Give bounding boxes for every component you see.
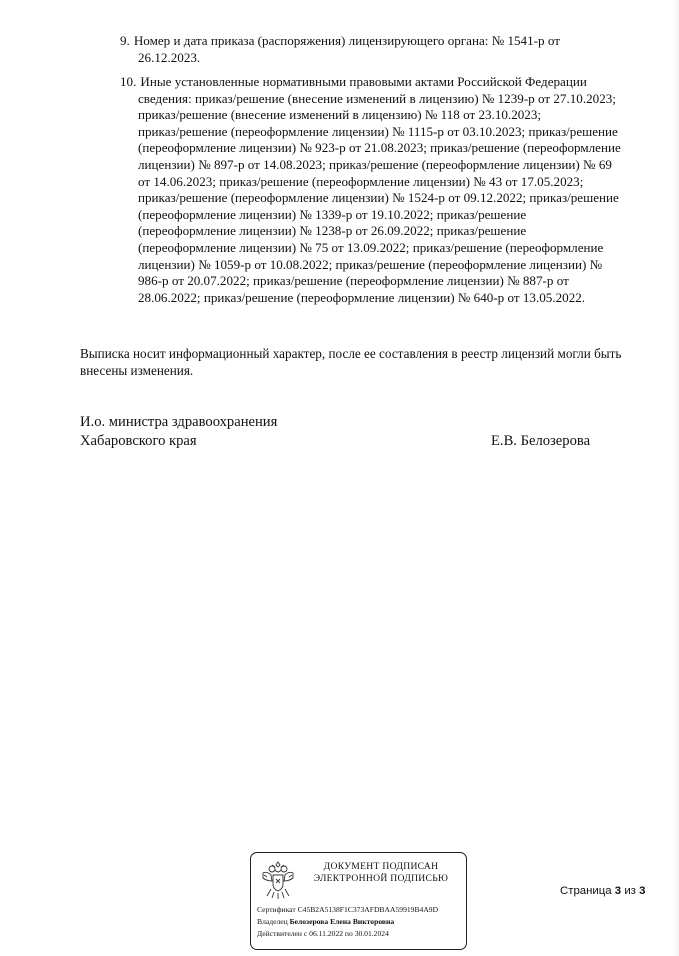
signatory-title bbox=[80, 413, 277, 451]
stamp-heading-line: ДОКУМЕНТ ПОДПИСАН bbox=[323, 861, 439, 872]
stamp-validity bbox=[257, 929, 389, 939]
list-item-line: приказ/решение (внесение изменений в лицензию) № 118 от 23.10.2023; bbox=[138, 107, 542, 123]
stamp-owner bbox=[257, 917, 394, 927]
electronic-signature-stamp bbox=[250, 852, 467, 950]
list-item-line: от 14.06.2023; приказ/решение (переоформление лицензии) № 43 от 17.05.2023; bbox=[138, 173, 584, 189]
coat-of-arms-icon bbox=[259, 859, 297, 901]
list-item-line: 986-р от 20.07.2022; приказ/решение (переоформление лицензии) № 887-р от bbox=[138, 273, 569, 289]
signatory-name: Е.В. Белозерова bbox=[491, 433, 591, 449]
page-number-separator: из bbox=[624, 885, 636, 897]
page-number-total: 3 bbox=[639, 885, 646, 897]
stamp-label: Владелец bbox=[257, 917, 288, 926]
list-item-10 bbox=[120, 74, 645, 306]
list-item-line: (переоформление лицензии) № 923-р от 21.08.2023; приказ/решение (переоформление bbox=[138, 140, 621, 156]
page-edge-shadow bbox=[673, 0, 679, 956]
page-number-prefix: Страница bbox=[560, 885, 612, 897]
list-item-9 bbox=[120, 33, 645, 66]
stamp-label: Сертификат bbox=[257, 905, 296, 914]
disclaimer-line: Выписка носит информационный характер, после ее составления в реестр лицензий могли быть bbox=[80, 346, 622, 361]
page-number bbox=[560, 885, 645, 897]
list-item-text: Иные установленные нормативными правовыми актами Российской Федерации bbox=[140, 74, 587, 89]
stamp-heading-line: ЭЛЕКТРОННОЙ ПОДПИСЬЮ bbox=[313, 873, 449, 884]
list-item-line: сведения: приказ/решение (внесение изменений в лицензию) № 1239-р от 27.10.2023; bbox=[138, 90, 616, 106]
stamp-label: Действителен bbox=[257, 929, 302, 938]
list-item-line: (переоформление лицензии) № 75 от 13.09.2022; приказ/решение (переоформление bbox=[138, 239, 604, 255]
stamp-heading bbox=[303, 861, 459, 885]
stamp-value: Белозерова Елена Викторовна bbox=[289, 917, 395, 926]
list-item-line: 28.06.2022; приказ/решение (переоформление лицензии) № 640-р от 13.05.2022. bbox=[138, 289, 586, 305]
list-item-number: 9. bbox=[120, 33, 130, 48]
list-item-line: приказ/решение (переоформление лицензии) № 1115-р от 03.10.2023; приказ/решение bbox=[138, 123, 618, 139]
disclaimer-note bbox=[80, 345, 645, 379]
signatory-title-line: Хабаровского края bbox=[80, 433, 197, 449]
list-item-text-continued: 26.12.2023. bbox=[138, 49, 201, 65]
list-item-text: Номер и дата приказа (распоряжения) лицензирующего органа: № 1541-р от bbox=[133, 33, 560, 48]
list-item-line: (переоформление лицензии) № 1238-р от 26.09.2022; приказ/решение bbox=[138, 223, 527, 239]
list-item-number: 10. bbox=[120, 74, 137, 89]
disclaimer-line: внесены изменения. bbox=[80, 363, 194, 378]
list-item-line: (переоформление лицензии) № 1339-р от 19.10.2022; приказ/решение bbox=[138, 206, 527, 222]
stamp-certificate bbox=[257, 905, 438, 915]
stamp-value: с 06.11.2022 по 30.01.2024 bbox=[303, 929, 389, 938]
signatory-title-line: И.о. министра здравоохранения bbox=[80, 414, 278, 430]
list-item-line: приказ/решение (переоформление лицензии) № 1524-р от 09.12.2022; приказ/решение bbox=[138, 190, 619, 206]
list-item-line: лицензии) № 897-р от 14.08.2023; приказ/решение (переоформление лицензии) № 69 bbox=[138, 156, 612, 172]
list-item-line: лицензии) № 1059-р от 10.08.2022; приказ/решение (переоформление лицензии) № bbox=[138, 256, 603, 272]
page-number-current: 3 bbox=[614, 885, 622, 897]
stamp-value: C45B2A5138F1C373AFDBAA59919B4A9D bbox=[297, 905, 439, 914]
